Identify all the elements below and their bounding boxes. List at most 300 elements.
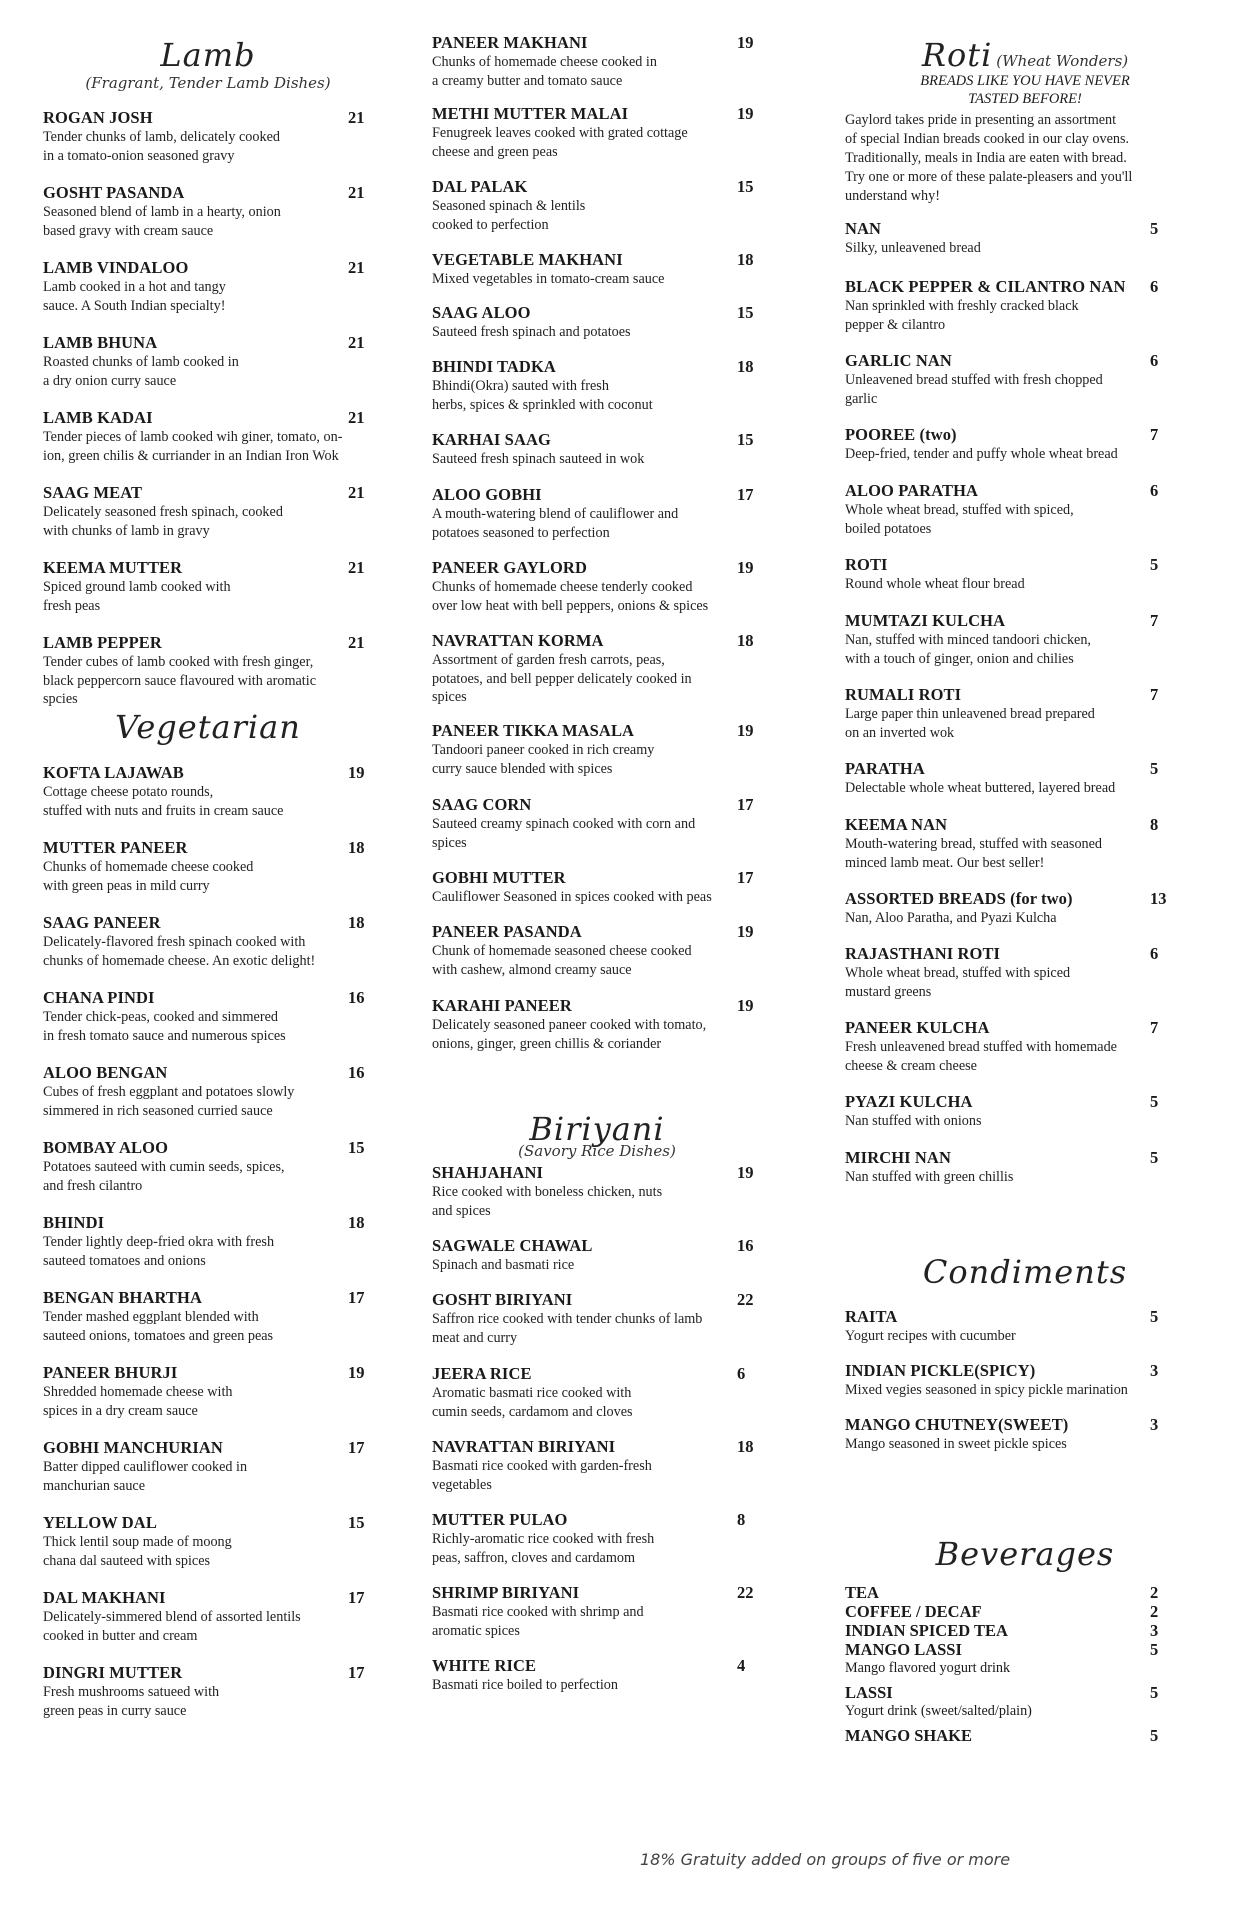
menu-item-header	[432, 430, 767, 450]
roti-heading	[845, 36, 1205, 74]
menu-item-header	[43, 558, 378, 578]
menu-item	[432, 303, 767, 342]
menu-item-name: BLACK PEPPER & CILANTRO NAN	[845, 277, 1126, 296]
menu-item	[845, 611, 1180, 668]
menu-item-price: 5	[1150, 555, 1159, 574]
menu-item-description: cheese & cream cheese	[845, 1057, 977, 1074]
menu-item-name: WHITE RICE	[432, 1656, 537, 1675]
intro-line: Try one or more of these palate-pleasers and you'll	[845, 169, 1133, 185]
menu-item-name: ALOO PARATHA	[845, 481, 979, 500]
menu-item-header	[43, 408, 378, 428]
menu-item-price: 5	[1150, 219, 1159, 238]
menu-item-header	[432, 303, 767, 323]
menu-item-description: and fresh cilantro	[43, 1177, 143, 1194]
menu-item-name: YELLOW DAL	[43, 1513, 157, 1532]
menu-item-header	[43, 1063, 378, 1083]
beverage-description: Yogurt drink (sweet/salted/plain)	[845, 1703, 1032, 1719]
menu-item-description: Nan sprinkled with freshly cracked black	[845, 298, 1079, 314]
menu-item	[432, 1510, 767, 1567]
beverage-header	[845, 1583, 1180, 1602]
menu-item-description: spices in a dry cream sauce	[43, 1402, 198, 1419]
section-title: Biriyani	[529, 1110, 665, 1148]
menu-item-name: RAJASTHANI ROTI	[845, 944, 1001, 963]
menu-item-description: spices	[432, 834, 467, 851]
menu-item-header	[432, 1163, 767, 1183]
menu-item-name: ALOO BENGAN	[43, 1063, 168, 1082]
menu-item-description: Tender pieces of lamb cooked wih giner, tomato, on-	[43, 429, 343, 445]
menu-item-description: mustard greens	[845, 983, 932, 1000]
menu-item	[432, 1364, 767, 1421]
menu-item-name: DAL PALAK	[432, 177, 528, 196]
menu-item-description: Basmati rice cooked with shrimp and	[432, 1604, 644, 1620]
menu-item-header	[845, 425, 1180, 445]
menu-item-description: simmered in rich seasoned curried sauce	[43, 1102, 273, 1119]
section-title: Vegetarian	[115, 708, 301, 746]
menu-item-price: 8	[1150, 815, 1159, 834]
menu-item-description: Lamb cooked in a hot and tangy	[43, 279, 226, 295]
menu-item-price: 6	[1150, 944, 1159, 963]
beverage-item	[845, 1640, 1180, 1677]
menu-item-price: 18	[348, 913, 365, 932]
menu-item-header	[845, 889, 1180, 909]
menu-item	[43, 1063, 378, 1120]
menu-item-header	[43, 763, 378, 783]
menu-item-header	[432, 795, 767, 815]
menu-item-description: Saffron rice cooked with tender chunks of lamb	[432, 1311, 703, 1327]
menu-item-description: boiled potatoes	[845, 520, 932, 537]
menu-item-name: KEEMA MUTTER	[43, 558, 183, 577]
menu-item-header	[845, 277, 1180, 297]
menu-item-description: vegetables	[432, 1476, 492, 1493]
menu-item	[432, 721, 767, 778]
menu-item-name: MANGO CHUTNEY(SWEET)	[845, 1415, 1069, 1434]
beverage-name: LASSI	[845, 1683, 893, 1702]
menu-item-description: Round whole wheat flour bread	[845, 576, 1025, 592]
menu-item-description: a creamy butter and tomato sauce	[432, 72, 623, 89]
menu-item-price: 19	[348, 1363, 365, 1382]
menu-item	[845, 944, 1180, 1001]
menu-item-price: 21	[348, 183, 365, 202]
menu-item-price: 21	[348, 558, 365, 577]
menu-item	[845, 1415, 1180, 1454]
menu-item	[432, 1583, 767, 1640]
menu-item-price: 19	[737, 33, 754, 52]
menu-item-name: SAAG ALOO	[432, 303, 531, 322]
menu-item-price: 22	[737, 1583, 754, 1602]
menu-item-description: on an inverted wok	[845, 724, 955, 741]
menu-item-name: NAN	[845, 219, 882, 238]
menu-item	[432, 1656, 767, 1695]
menu-item-price: 22	[737, 1290, 754, 1309]
menu-item-price: 21	[348, 408, 365, 427]
menu-item-price: 6	[1150, 351, 1159, 370]
menu-item-name: MUTTER PANEER	[43, 838, 188, 857]
menu-item-description: meat and curry	[432, 1329, 518, 1346]
menu-item-price: 8	[737, 1510, 746, 1529]
menu-item-description: in a tomato-onion seasoned gravy	[43, 147, 235, 164]
intro-line: Gaylord takes pride in presenting an assortment	[845, 112, 1117, 128]
menu-item	[43, 558, 378, 615]
menu-item-name: PANEER MAKHANI	[432, 33, 588, 52]
menu-item	[845, 555, 1180, 594]
menu-item-header	[43, 1513, 378, 1533]
menu-item-header	[432, 1656, 767, 1676]
menu-item-name: SAAG CORN	[432, 795, 532, 814]
menu-item	[43, 483, 378, 540]
menu-item	[432, 996, 767, 1053]
menu-item	[43, 763, 378, 820]
menu-item-price: 3	[1150, 1361, 1159, 1380]
menu-item-header	[432, 1583, 767, 1603]
menu-item-name: KARHAI SAAG	[432, 430, 551, 449]
menu-item	[845, 759, 1180, 798]
menu-item-description: Richly-aromatic rice cooked with fresh	[432, 1531, 655, 1547]
menu-item-description: over low heat with bell peppers, onions & spices	[432, 597, 709, 614]
menu-item-name: KOFTA LAJAWAB	[43, 763, 184, 782]
menu-item	[845, 425, 1180, 464]
menu-item-price: 19	[737, 996, 754, 1015]
menu-item-name: DINGRI MUTTER	[43, 1663, 183, 1682]
biriyani-heading	[432, 1110, 762, 1160]
menu-item-description: Thick lentil soup made of moong	[43, 1534, 232, 1550]
section-subtitle: (Savory Rice Dishes)	[518, 1142, 676, 1160]
beverage-item	[845, 1683, 1180, 1720]
beverage-name: COFFEE / DECAF	[845, 1602, 982, 1621]
menu-item-name: GARLIC NAN	[845, 351, 952, 370]
beverage-price: 5	[1150, 1726, 1159, 1745]
menu-item-price: 17	[737, 795, 754, 814]
menu-item-name: GOBHI MANCHURIAN	[43, 1438, 223, 1457]
menu-item-price: 17	[348, 1438, 365, 1457]
menu-item	[43, 1363, 378, 1420]
menu-item-name: BHINDI TADKA	[432, 357, 556, 376]
menu-item-description: Cottage cheese potato rounds,	[43, 784, 214, 800]
menu-item-description: Mango seasoned in sweet pickle spices	[845, 1436, 1067, 1452]
menu-item-price: 6	[1150, 481, 1159, 500]
menu-item-header	[845, 815, 1180, 835]
menu-item-description: Whole wheat bread, stuffed with spiced	[845, 965, 1071, 981]
menu-item	[43, 633, 378, 709]
menu-item	[432, 795, 767, 852]
menu-item-price: 16	[737, 1236, 754, 1255]
menu-item-price: 5	[1150, 1092, 1159, 1111]
menu-item-description: potatoes, and bell pepper delicately cooked in	[432, 670, 692, 687]
menu-item-name: LAMB VINDALOO	[43, 258, 189, 277]
menu-item-header	[845, 555, 1180, 575]
menu-item-description: Delicately-flavored fresh spinach cooked with	[43, 934, 306, 950]
beverages-heading	[845, 1535, 1205, 1573]
menu-item-header	[845, 759, 1180, 779]
menu-item-description: Tender chick-peas, cooked and simmered	[43, 1009, 278, 1025]
menu-item-description: cheese and green peas	[432, 143, 558, 160]
section-title: Beverages	[935, 1535, 1115, 1573]
beverage-name: MANGO SHAKE	[845, 1726, 972, 1745]
menu-item-header	[845, 1018, 1180, 1038]
roti-tagline	[845, 72, 1205, 108]
menu-item-description: pepper & cilantro	[845, 316, 946, 333]
menu-item-description: Whole wheat bread, stuffed with spiced,	[845, 502, 1074, 518]
menu-item	[845, 1148, 1180, 1187]
menu-item	[432, 631, 767, 707]
menu-item-description: Chunks of homemade cheese cooked in	[432, 54, 657, 70]
menu-item-description: based gravy with cream sauce	[43, 222, 214, 239]
menu-item-name: SHAHJAHANI	[432, 1163, 544, 1182]
menu-item-name: MIRCHI NAN	[845, 1148, 951, 1167]
menu-item	[845, 1018, 1180, 1075]
menu-item-description: spices	[432, 689, 467, 705]
menu-item-description: Cubes of fresh eggplant and potatoes slowly	[43, 1084, 295, 1100]
menu-item-description: Fenugreek leaves cooked with grated cottage	[432, 125, 688, 141]
menu-item-price: 21	[348, 483, 365, 502]
menu-item-price: 17	[737, 868, 754, 887]
tagline-line: BREADS LIKE YOU HAVE NEVER	[920, 73, 1130, 89]
menu-item-name: RAITA	[845, 1307, 898, 1326]
beverage-header	[845, 1621, 1180, 1640]
menu-item-price: 19	[737, 721, 754, 740]
menu-item-name: LAMB BHUNA	[43, 333, 158, 352]
menu-item-description: Rice cooked with boneless chicken, nuts	[432, 1184, 663, 1200]
beverage-name: TEA	[845, 1583, 879, 1602]
menu-item-description: Nan, Aloo Paratha, and Pyazi Kulcha	[845, 910, 1057, 926]
intro-line: understand why!	[845, 188, 940, 204]
menu-item-price: 17	[348, 1588, 365, 1607]
menu-item-description: chunks of homemade cheese. An exotic delight!	[43, 952, 316, 969]
menu-item-price: 15	[737, 430, 754, 449]
menu-item-price: 7	[1150, 425, 1159, 444]
menu-item-price: 7	[1150, 1018, 1159, 1037]
menu-item-price: 18	[348, 838, 365, 857]
menu-item-name: INDIAN PICKLE(SPICY)	[845, 1361, 1036, 1380]
menu-item	[432, 357, 767, 414]
menu-item-price: 17	[348, 1663, 365, 1682]
beverage-header	[845, 1726, 1180, 1745]
menu-item-description: Potatoes sauteed with cumin seeds, spices,	[43, 1159, 285, 1175]
menu-item	[43, 1288, 378, 1345]
menu-item-description: Chunks of homemade cheese cooked	[43, 859, 254, 875]
menu-item-name: SAGWALE CHAWAL	[432, 1236, 593, 1255]
beverage-price: 3	[1150, 1621, 1159, 1640]
menu-item-name: GOSHT BIRIYANI	[432, 1290, 573, 1309]
beverage-name: MANGO LASSI	[845, 1640, 962, 1659]
menu-item-price: 21	[348, 333, 365, 352]
menu-item-description: with a touch of ginger, onion and chilies	[845, 650, 1074, 667]
menu-item	[432, 558, 767, 615]
menu-item-description: with green peas in mild curry	[43, 877, 210, 894]
menu-item-header	[43, 258, 378, 278]
menu-item-header	[432, 1437, 767, 1457]
menu-item-description: Nan stuffed with onions	[845, 1113, 982, 1129]
menu-item-name: GOBHI MUTTER	[432, 868, 566, 887]
menu-item-description: Shredded homemade cheese with	[43, 1384, 233, 1400]
beverage-header	[845, 1640, 1180, 1659]
menu-item-name: MUMTAZI KULCHA	[845, 611, 1006, 630]
menu-item-price: 15	[737, 303, 754, 322]
menu-item	[845, 1092, 1180, 1131]
menu-item-description: Silky, unleavened bread	[845, 240, 981, 256]
menu-item-header	[43, 633, 378, 653]
menu-item-description: chana dal sauteed with spices	[43, 1552, 211, 1569]
menu-item-description: Fresh unleavened bread stuffed with homemade	[845, 1039, 1117, 1055]
menu-item-description: cumin seeds, cardamom and cloves	[432, 1403, 633, 1420]
beverage-header	[845, 1683, 1180, 1702]
menu-item-header	[845, 1361, 1180, 1381]
menu-item-price: 13	[1150, 889, 1167, 908]
menu-item-header	[43, 988, 378, 1008]
menu-item-header	[432, 1364, 767, 1384]
menu-item-header	[43, 1438, 378, 1458]
menu-item-description: Chunk of homemade seasoned cheese cooked	[432, 943, 692, 959]
menu-item-name: LAMB PEPPER	[43, 633, 162, 652]
menu-item	[43, 183, 378, 240]
menu-item-header	[43, 1663, 378, 1683]
menu-item	[432, 104, 767, 161]
menu-item	[845, 1361, 1180, 1400]
menu-item	[43, 988, 378, 1045]
menu-item	[43, 1213, 378, 1270]
menu-item-header	[432, 177, 767, 197]
menu-item	[432, 868, 767, 907]
menu-item-description: Delectable whole wheat buttered, layered bread	[845, 780, 1116, 796]
menu-item-description: stuffed with nuts and fruits in cream sauce	[43, 802, 284, 819]
menu-item-description: potatoes seasoned to perfection	[432, 524, 610, 541]
menu-item-description: Cauliflower Seasoned in spices cooked with peas	[432, 889, 712, 905]
vegetarian-heading	[43, 708, 373, 746]
menu-item-name: KARAHI PANEER	[432, 996, 572, 1015]
gratuity-note: 18% Gratuity added on groups of five or more	[640, 1850, 1011, 1869]
lamb-heading	[43, 36, 373, 92]
menu-item-price: 19	[737, 558, 754, 577]
menu-item-header	[43, 1138, 378, 1158]
menu-item-price: 19	[348, 763, 365, 782]
menu-item-header	[845, 611, 1180, 631]
menu-item-description: Seasoned spinach & lentils	[432, 198, 586, 214]
menu-item	[432, 33, 767, 90]
menu-item-header	[432, 357, 767, 377]
menu-item-name: BHINDI	[43, 1213, 105, 1232]
beverage-header	[845, 1602, 1180, 1621]
menu-item-header	[845, 1415, 1180, 1435]
beverage-name: INDIAN SPICED TEA	[845, 1621, 1008, 1640]
menu-item-description: with chunks of lamb in gravy	[43, 522, 210, 539]
menu-item	[43, 1588, 378, 1645]
menu-item-header	[43, 838, 378, 858]
menu-item-description: Sauteed creamy spinach cooked with corn and	[432, 816, 696, 832]
menu-item-name: JEERA RICE	[432, 1364, 532, 1383]
menu-item-description: ion, green chilis & curriander in an Indian Iron Wok	[43, 447, 339, 464]
menu-item-name: BOMBAY ALOO	[43, 1138, 169, 1157]
menu-item-description: and spices	[432, 1202, 491, 1219]
menu-item-name: PANEER PASANDA	[432, 922, 582, 941]
menu-item-description: Aromatic basmati rice cooked with	[432, 1385, 632, 1401]
menu-item-description: Spinach and basmati rice	[432, 1257, 575, 1273]
menu-item-header	[845, 219, 1180, 239]
menu-item-name: CHANA PINDI	[43, 988, 155, 1007]
menu-item-price: 18	[737, 631, 754, 650]
menu-item	[845, 481, 1180, 538]
menu-item-name: PARATHA	[845, 759, 925, 778]
menu-item-header	[43, 108, 378, 128]
menu-item-description: spcies	[43, 691, 78, 707]
menu-item-description: Tender chunks of lamb, delicately cooked	[43, 129, 280, 145]
menu-item-price: 4	[737, 1656, 746, 1675]
menu-item-description: sauce. A South Indian specialty!	[43, 297, 226, 314]
menu-item	[432, 177, 767, 234]
menu-item-header	[845, 1307, 1180, 1327]
menu-item-name: METHI MUTTER MALAI	[432, 104, 629, 123]
menu-item-description: Delicately seasoned fresh spinach, cooked	[43, 504, 283, 520]
menu-item-name: SHRIMP BIRIYANI	[432, 1583, 580, 1602]
menu-item-description: fresh peas	[43, 597, 101, 614]
menu-item-description: Tandoori paneer cooked in rich creamy	[432, 742, 655, 758]
menu-item-description: Seasoned blend of lamb in a hearty, onion	[43, 204, 281, 220]
beverage-price: 2	[1150, 1583, 1159, 1602]
intro-line: Traditionally, meals in India are eaten with bread.	[845, 150, 1127, 166]
menu-item-name: ROTI	[845, 555, 888, 574]
menu-item-description: Batter dipped cauliflower cooked in	[43, 1459, 248, 1475]
menu-item	[432, 485, 767, 542]
menu-item-header	[43, 483, 378, 503]
menu-item-header	[43, 1588, 378, 1608]
menu-item-description: Mouth-watering bread, stuffed with seasoned	[845, 836, 1103, 852]
menu-item	[432, 1437, 767, 1494]
section-title: Lamb	[160, 36, 256, 74]
menu-item-price: 16	[348, 1063, 365, 1082]
menu-item-price: 7	[1150, 685, 1159, 704]
menu-item-description: Sauteed fresh spinach sauteed in wok	[432, 451, 645, 467]
menu-item-price: 18	[348, 1213, 365, 1232]
menu-item-header	[432, 1236, 767, 1256]
menu-item-description: onions, ginger, green chillis & coriander	[432, 1035, 662, 1052]
beverage-item	[845, 1602, 1180, 1621]
menu-item-description: cooked in butter and cream	[43, 1627, 198, 1644]
menu-item-description: Tender mashed eggplant blended with	[43, 1309, 259, 1325]
beverage-item	[845, 1621, 1180, 1640]
menu-item-header	[432, 33, 767, 53]
menu-item	[432, 1290, 767, 1347]
menu-item	[845, 219, 1180, 258]
menu-item-description: garlic	[845, 390, 878, 407]
menu-item-name: ALOO GOBHI	[432, 485, 542, 504]
menu-item-price: 7	[1150, 611, 1159, 630]
menu-item	[43, 913, 378, 970]
menu-item-name: DAL MAKHANI	[43, 1588, 166, 1607]
menu-item-price: 15	[348, 1513, 365, 1532]
menu-item-price: 19	[737, 104, 754, 123]
menu-item-description: Mixed vegetables in tomato-cream sauce	[432, 271, 665, 287]
menu-item-header	[43, 333, 378, 353]
menu-item-description: Chunks of homemade cheese tenderly cooked	[432, 579, 693, 595]
menu-item	[43, 408, 378, 465]
beverage-price: 5	[1150, 1683, 1159, 1702]
beverage-description: Mango flavored yogurt drink	[845, 1660, 1011, 1676]
menu-item	[432, 922, 767, 979]
menu-item-description: with cashew, almond creamy sauce	[432, 961, 632, 978]
menu-item-name: PANEER TIKKA MASALA	[432, 721, 635, 740]
menu-item-name: PYAZI KULCHA	[845, 1092, 973, 1111]
menu-item-name: PANEER BHURJI	[43, 1363, 178, 1382]
menu-item-description: aromatic spices	[432, 1622, 520, 1639]
menu-item-header	[43, 1363, 378, 1383]
section-title-note: (Wheat Wonders)	[996, 52, 1129, 70]
menu-item-description: peas, saffron, cloves and cardamom	[432, 1549, 636, 1566]
menu-item-description: sauteed onions, tomatoes and green peas	[43, 1327, 274, 1344]
menu-item-header	[845, 1148, 1180, 1168]
menu-item	[845, 351, 1180, 408]
menu-item	[43, 1138, 378, 1195]
menu-item-description: Large paper thin unleavened bread prepared	[845, 706, 1095, 722]
menu-item-header	[432, 1290, 767, 1310]
menu-item-name: SAAG PANEER	[43, 913, 161, 932]
